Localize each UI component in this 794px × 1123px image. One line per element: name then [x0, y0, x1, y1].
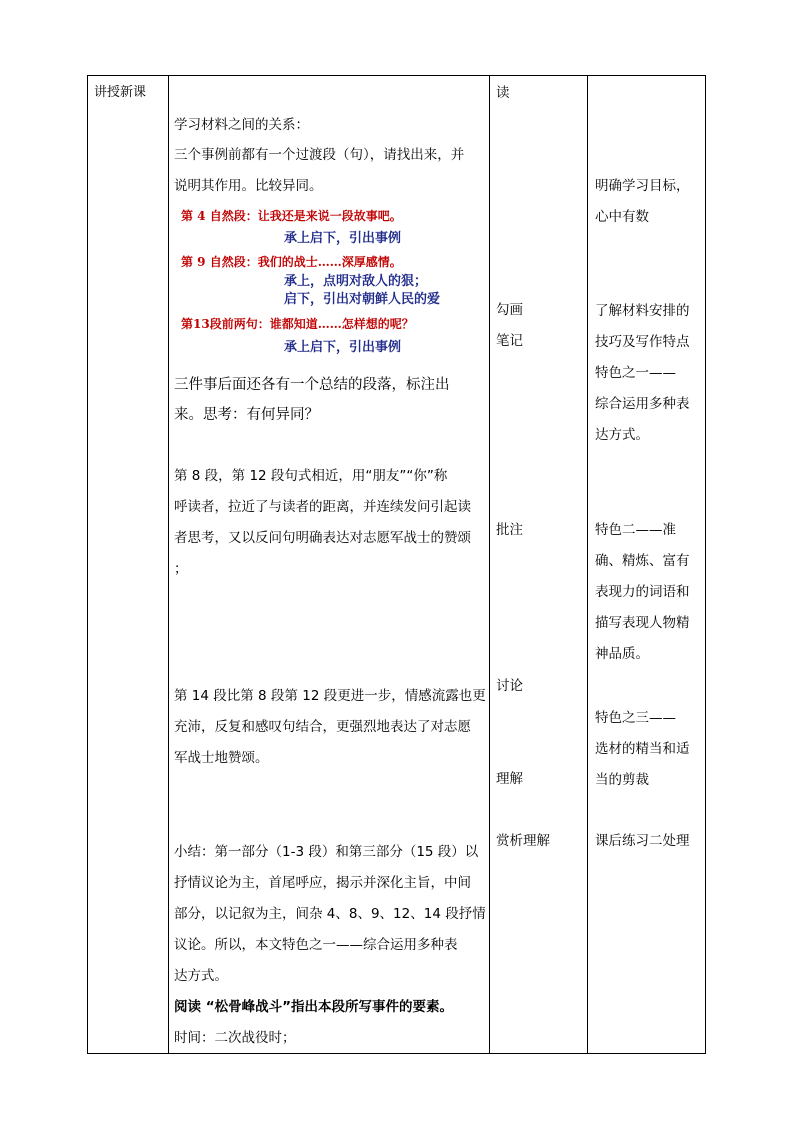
question-line: 三件事后面还各有一个总结的段落，标注出	[174, 377, 450, 393]
intent-line: 表现力的词语和	[595, 584, 690, 600]
activity-notes: 笔记	[496, 333, 523, 349]
transition-quote: 第13段前两句：谁都知道……怎样想的呢？	[181, 317, 414, 331]
transition-function: 承上启下，引出事例	[284, 231, 402, 246]
reading-task: 阅读 “松骨峰战斗”指出本段所写事件的要素。	[174, 999, 453, 1015]
analysis-line: ；	[174, 561, 188, 577]
activity-understand: 理解	[496, 771, 523, 787]
content-cell	[169, 76, 489, 1053]
summary-line: 部分，以记叙为主，间杂 4、8、9、12、14 段抒情	[174, 906, 486, 922]
analysis-line: 军战士地赞颂。	[174, 750, 269, 766]
intent-line: 神品质。	[595, 646, 649, 662]
intent-line: 描写表现人物精	[595, 615, 690, 631]
intent-line: 选材的精当和适	[595, 741, 690, 757]
analysis-line: 第 8 段，第 12 段句式相近，用“朋友”“你”称	[174, 468, 448, 484]
summary-line: 达方式。	[174, 968, 228, 984]
transition-function: 启下，引出对朝鲜人民的爱	[284, 292, 441, 307]
activity-discuss: 讨论	[496, 678, 523, 694]
transition-quote: 第 4 自然段：让我还是来说一段故事吧。	[181, 209, 402, 223]
intent-line: 综合运用多种表	[595, 396, 690, 412]
activity-appreciate: 赏析理解	[496, 833, 550, 849]
transition-quote: 第 9 自然段：我们的战士……深厚感情。	[181, 255, 402, 269]
heading-text: 学习材料之间的关系：	[174, 117, 309, 133]
intent-line: 特色二——准	[595, 522, 676, 538]
student-activity-cell	[490, 76, 587, 1053]
summary-line: 小结：第一部分（1-3 段）和第三部分（15 段）以	[174, 844, 479, 860]
section-label: 讲授新课	[94, 85, 147, 100]
intro-line: 三个事例前都有一个过渡段（句），请找出来，并	[174, 147, 465, 163]
activity-annotate: 批注	[496, 522, 523, 538]
summary-line: 抒情议论为主，首尾呼应，揭示并深化主旨，中间	[174, 875, 471, 891]
intent-line: 明确学习目标，	[595, 178, 690, 194]
intent-line: 达方式。	[595, 427, 649, 443]
intent-line: 了解材料安排的	[595, 303, 690, 319]
transition-function: 承上启下，引出事例	[284, 340, 402, 355]
design-intent-cell	[588, 76, 705, 1053]
transition-function: 承上，点明对敌人的狠；	[284, 274, 428, 289]
intent-line: 确、精炼、富有	[595, 553, 690, 569]
summary-line: 议论。所以，本文特色之一——综合运用多种表	[174, 937, 458, 953]
analysis-line: 充沛，反复和感叹句结合，更强烈地表达了对志愿	[174, 719, 471, 735]
time-line: 时间：二次战役时；	[174, 1030, 296, 1046]
analysis-line: 第 14 段比第 8 段第 12 段更进一步，情感流露也更	[174, 688, 486, 704]
intent-line: 心中有数	[595, 209, 649, 225]
intent-line: 技巧及写作特点	[595, 334, 690, 350]
intent-line: 特色之一——	[595, 365, 676, 381]
activity-circle: 勾画	[496, 302, 523, 318]
analysis-line: 呼读者，拉近了与读者的距离，并连续发问引起读	[174, 499, 471, 515]
lesson-plan-table	[87, 75, 706, 1054]
intent-line: 特色之三——	[595, 710, 676, 726]
intent-line: 课后练习二处理	[595, 833, 690, 849]
intent-line: 当的剪裁	[595, 772, 649, 788]
analysis-line: 者思考，又以反问句明确表达对志愿军战士的赞颂	[174, 530, 471, 546]
intro-line: 说明其作用。比较异同。	[174, 178, 323, 194]
section-label-cell	[88, 76, 168, 1053]
question-line: 来。思考：有何异同？	[174, 407, 319, 423]
activity-read: 读	[496, 85, 510, 101]
